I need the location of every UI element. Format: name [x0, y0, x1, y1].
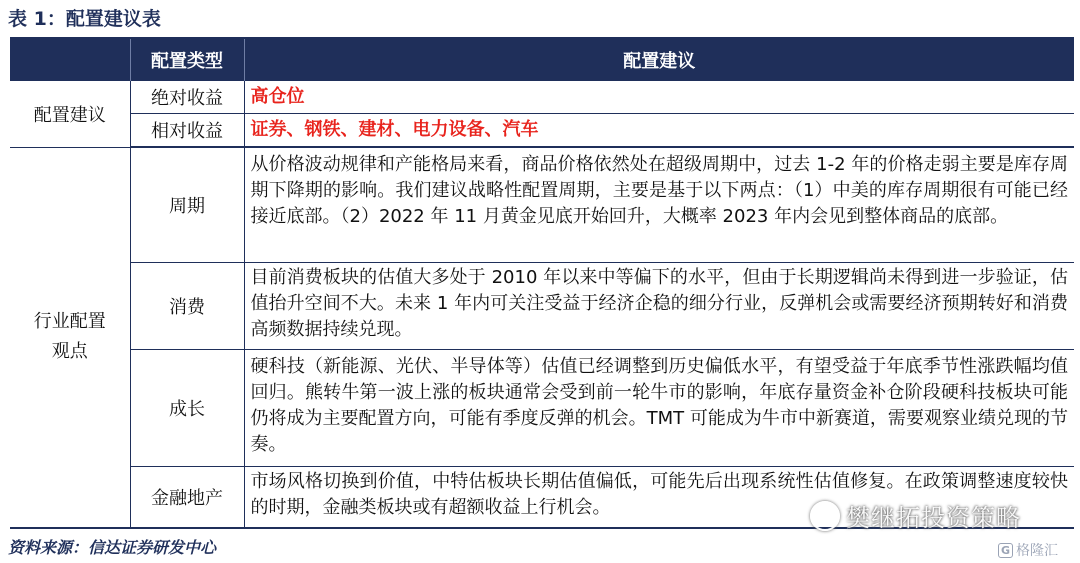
table-row — [10, 350, 1074, 467]
wechat-icon — [810, 501, 840, 531]
industry-text-finance: 市场风格切换到价值，中特估板块长期估值偏低，可能先后出现系统性估值修复。在政策调整速度较快的时期，金融类板块或有超额收益上行机会。 — [244, 467, 1074, 529]
industry-text-growth: 硬科技（新能源、光伏、半导体等）估值已经调整到历史偏低水平，有望受益于年底季节性涨跌幅均值回归。熊转牛第一波上涨的板块通常会受到前一轮牛市的影响，年底存量资金补仓阶段硬科技板块可能仍将成为主要配置方向，可能有季度反弹的机会。TMT 可能成为牛市中新赛道，需要观察业绩兑现的节奏。 — [244, 350, 1074, 467]
industry-type-growth: 成长 — [130, 350, 244, 467]
watermark — [810, 498, 1021, 533]
config-value-absolute-text: 高仓位 — [250, 86, 305, 107]
industry-type-finance: 金融地产 — [130, 467, 244, 529]
config-type-absolute: 绝对收益 — [130, 81, 244, 114]
config-value-absolute — [244, 81, 1074, 114]
industry-type-consumption: 消费 — [130, 263, 244, 350]
industry-label — [10, 147, 130, 528]
table-row — [10, 263, 1074, 350]
industry-type-cycle: 周期 — [130, 147, 244, 263]
config-type-relative: 相对收益 — [130, 114, 244, 148]
table-row — [10, 147, 1074, 263]
gelonghui-logo-icon: G — [998, 543, 1013, 558]
config-table — [10, 39, 1074, 529]
table-row — [10, 114, 1074, 148]
industry-label-line2: 观点 — [51, 341, 88, 363]
config-value-relative-text: 证券、钢铁、建材、电力设备、汽车 — [250, 119, 539, 140]
industry-label-line1: 行业配置 — [33, 311, 106, 333]
watermark-corner-text: 格隆汇 — [1016, 543, 1059, 559]
watermark-text: 樊继拓投资策略 — [846, 504, 1021, 532]
source-note: 资料来源：信达证券研发中心 — [8, 538, 217, 557]
header-row — [10, 39, 1074, 81]
config-value-relative — [244, 114, 1074, 148]
header-config-type: 配置类型 — [130, 39, 244, 81]
industry-text-consumption: 目前消费板块的估值大多处于 2010 年以来中等偏下的水平，但由于长期逻辑尚未得到进一步验证，估值抬升空间不大。未来 1 年内可关注受益于经济企稳的细分行业，反弹机会或需要经济预期转好和消费高频数据持续兑现。 — [244, 263, 1074, 350]
industry-text-cycle: 从价格波动规律和产能格局来看，商品价格依然处在超级周期中，过去 1-2 年的价格走弱主要是库存周期下降期的影响。我们建议战略性配置周期，主要是基于以下两点：（1）中美的库存周期很有可能已经接近底部。（2）2022 年 11 月黄金见底开始回升，大概率 2023 年内会见到整体商品的底部。 — [244, 147, 1074, 263]
header-col1 — [10, 39, 130, 81]
table-title: 表 1：配置建议表 — [8, 8, 161, 30]
table-row — [10, 81, 1074, 114]
config-label: 配置建议 — [10, 81, 130, 147]
watermark-corner — [998, 540, 1058, 560]
header-config-advice: 配置建议 — [244, 39, 1074, 81]
